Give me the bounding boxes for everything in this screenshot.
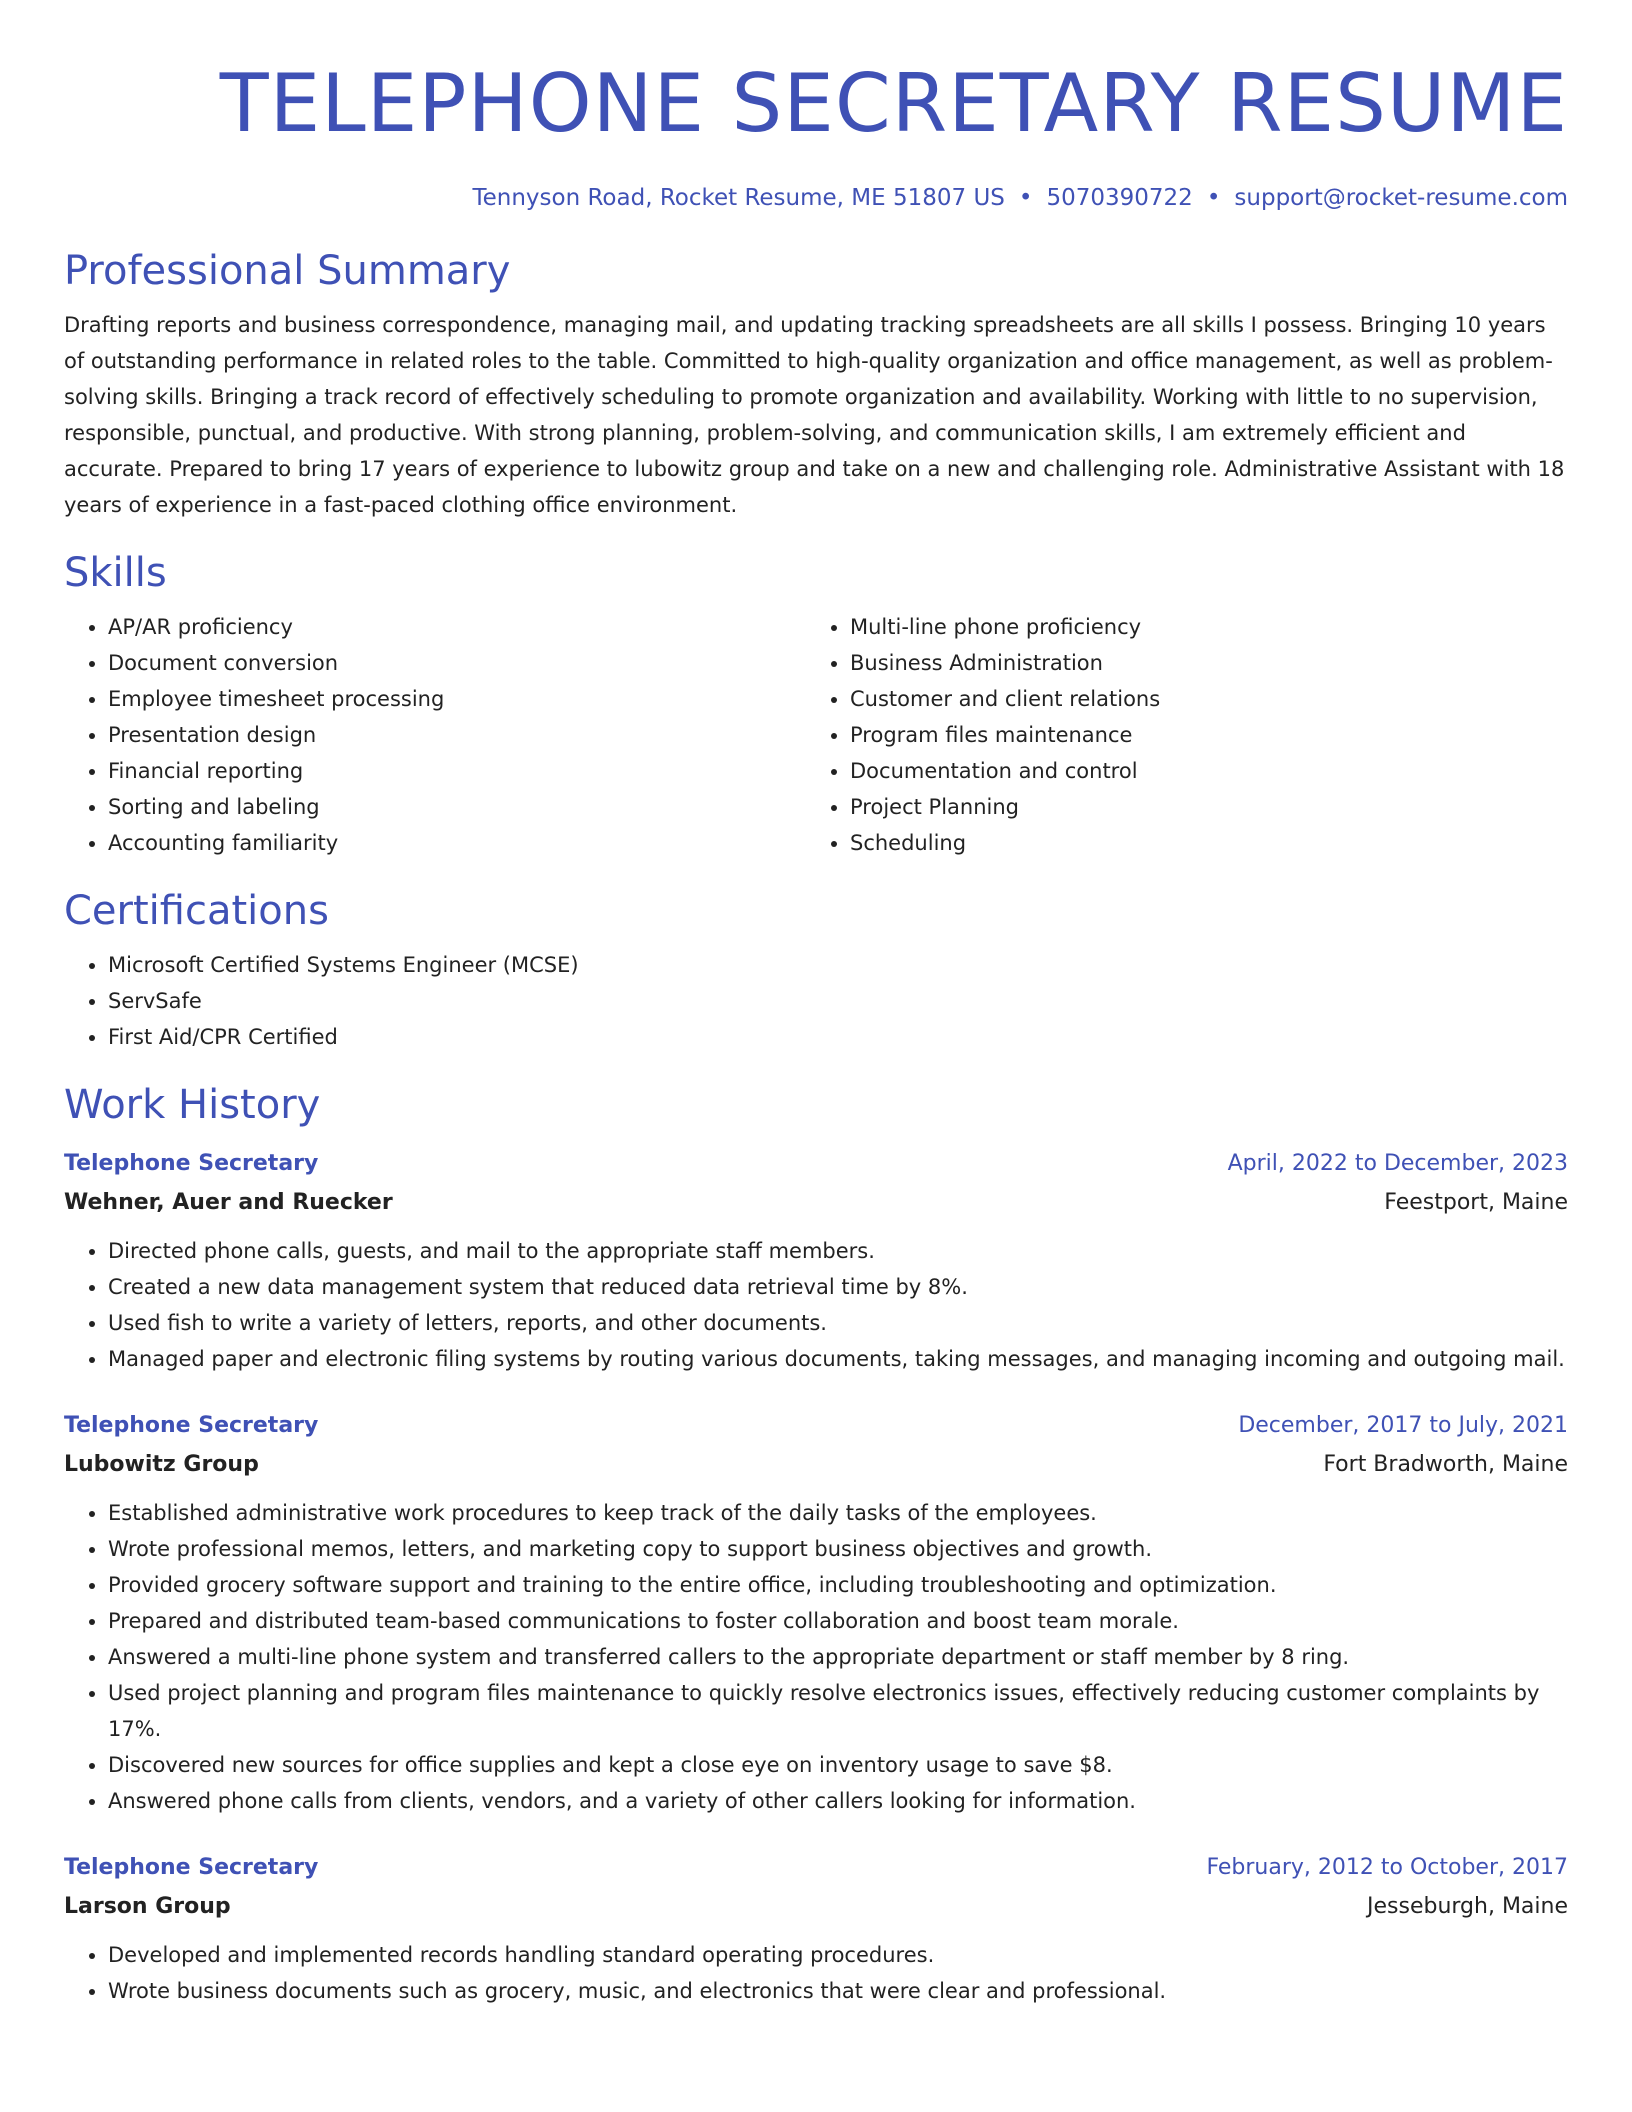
job-entry [64,1849,1568,2009]
skill-item: • Business Administration [850,645,1548,681]
job-location: Jesseburgh, Maine [1367,1894,1568,1919]
job-bullet: • Directed phone calls, guests, and mail to the appropriate staff members. [108,1233,1568,1269]
contact-separator: • [1018,185,1033,211]
job-bullet: • Used project planning and program files maintenance to quickly resolve electronics issues, effectively reducing customer complaints by 17%. [108,1675,1568,1747]
job-bullet: • Developed and implemented records handling standard operating procedures. [108,1937,1568,1973]
job-bullet: • Used fish to write a variety of letters, reports, and other documents. [108,1305,1568,1341]
skills-column-left [64,609,806,861]
skill-item: • Project Planning [850,789,1548,825]
job-bullet: • Wrote business documents such as grocery, music, and electronics that were clear and professional. [108,1973,1568,2009]
job-bullet: • Wrote professional memos, letters, and marketing copy to support business objectives and growth. [108,1531,1568,1567]
job-bullet: • Prepared and distributed team-based communications to foster collaboration and boost team morale. [108,1603,1568,1639]
job-header-row [64,1407,1568,1445]
skill-item: • Program files maintenance [850,717,1548,753]
certification-item: • ServSafe [108,983,1568,1019]
job-company: Wehner, Auer and Ruecker [64,1190,393,1215]
job-location: Feestport, Maine [1384,1190,1568,1215]
skill-item: • Sorting and labeling [108,789,806,825]
skill-item: • Customer and client relations [850,681,1548,717]
contact-separator: • [1206,185,1221,211]
job-company-row [64,1183,1568,1223]
skills-grid [64,609,1568,861]
contact-email: support@rocket-resume.com [1234,185,1568,211]
job-bullet: • Managed paper and electronic filing systems by routing various documents, taking messages, and managing incoming and outgoing mail. [108,1341,1568,1377]
job-bullets [64,1233,1568,1377]
job-bullet: • Established administrative work procedures to keep track of the daily tasks of the employees. [108,1495,1568,1531]
skill-item: • Employee timesheet processing [108,681,806,717]
skill-item: • AP/AR proficiency [108,609,806,645]
job-company: Larson Group [64,1894,231,1919]
job-bullet: • Provided grocery software support and training to the entire office, including troubleshooting and optimization. [108,1567,1568,1603]
skills-list-right [806,609,1548,861]
certifications-list [64,947,1568,1055]
skill-item: • Scheduling [850,825,1548,861]
job-header-row [64,1849,1568,1887]
skill-item: • Multi-line phone proficiency [850,609,1548,645]
job-bullet: • Discovered new sources for office supplies and kept a close eye on inventory usage to save $8. [108,1747,1568,1783]
job-title: Telephone Secretary [64,1855,319,1880]
job-bullets [64,1495,1568,1819]
job-dates: February, 2012 to October, 2017 [1206,1855,1568,1880]
resume-title: TELEPHONE SECRETARY RESUME [219,57,1568,150]
job-entry [64,1407,1568,1819]
job-title: Telephone Secretary [64,1413,319,1438]
skills-heading: Skills [64,550,167,596]
summary-heading: Professional Summary [64,248,511,294]
summary-text: Drafting reports and business correspondence, managing mail, and updating tracking spreadsheets are all skills I possess. Bringing 10 years of outstanding performance in related roles to the table. Committed to high-quality organization and office management, as well as problem-solving skills. Bringing a track record of effectively scheduling to promote organization and availability. Working with little to no supervision, responsible, punctual, and productive. With strong planning, problem-solving, and communication skills, I am extremely efficient and accurate. Prepared to bring 17 years of experience to lubowitz group and take on a new and challenging role. Administrative Assistant with 18 years of experience in a fast-paced clothing office environment. [64,313,1565,517]
job-title: Telephone Secretary [64,1151,319,1176]
job-location: Fort Bradworth, Maine [1323,1452,1568,1477]
skills-column-right [806,609,1548,861]
skill-item: • Document conversion [108,645,806,681]
contact-phone: 5070390722 [1046,185,1193,211]
job-bullet: • Created a new data management system that reduced data retrieval time by 8%. [108,1269,1568,1305]
certifications-heading: Certifications [64,888,329,934]
job-bullet: • Answered phone calls from clients, vendors, and a variety of other callers looking for information. [108,1783,1568,1819]
skill-item: • Presentation design [108,717,806,753]
job-company: Lubowitz Group [64,1452,259,1477]
job-bullet: • Answered a multi-line phone system and transferred callers to the appropriate department or staff member by 8 ring. [108,1639,1568,1675]
job-dates: April, 2022 to December, 2023 [1227,1151,1568,1176]
work-history-heading: Work History [64,1082,321,1128]
skills-list-left [64,609,806,861]
job-bullets [64,1937,1568,2009]
contact-line [64,183,1568,213]
job-entry [64,1145,1568,1377]
job-header-row [64,1145,1568,1183]
job-company-row [64,1887,1568,1927]
skill-item: • Accounting familiarity [108,825,806,861]
contact-address: Tennyson Road, Rocket Resume, ME 51807 US [472,185,1005,211]
job-company-row [64,1445,1568,1485]
resume-page [64,0,1568,2009]
skill-item: • Financial reporting [108,753,806,789]
certification-item: • First Aid/CPR Certified [108,1019,1568,1055]
job-dates: December, 2017 to July, 2021 [1238,1413,1568,1438]
skill-item: • Documentation and control [850,753,1548,789]
certification-item: • Microsoft Certified Systems Engineer (MCSE) [108,947,1568,983]
